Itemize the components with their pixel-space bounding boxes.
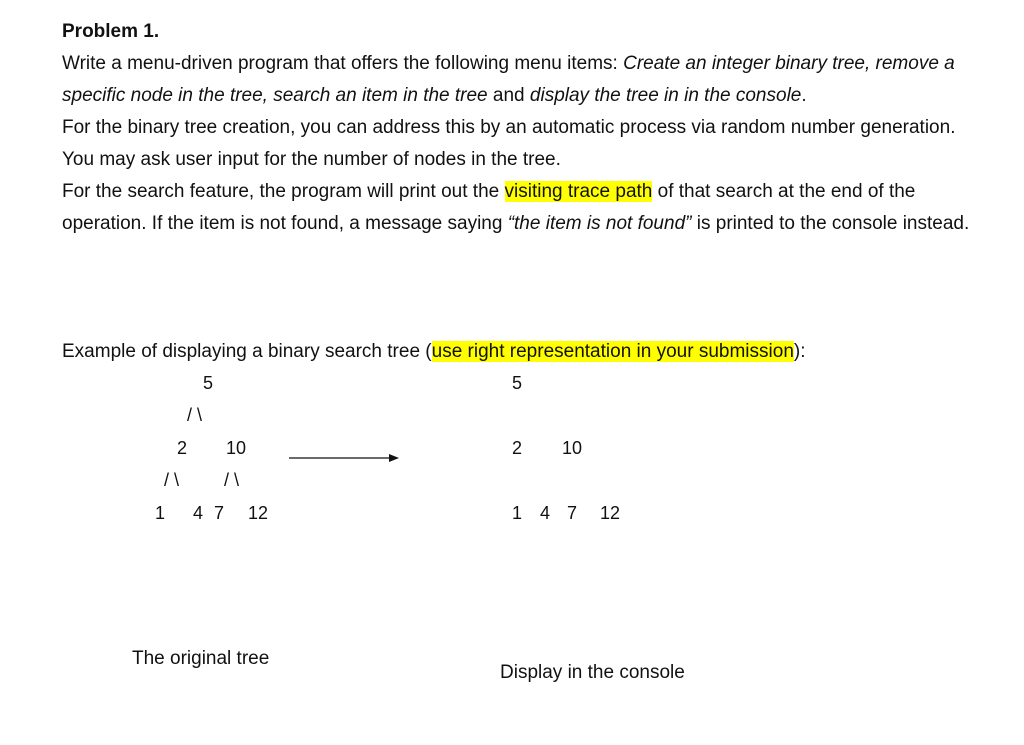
example-lead: Example of displaying a binary search tree ( bbox=[62, 341, 432, 362]
original-node-right: 10 bbox=[226, 438, 247, 458]
paragraph-search-feature bbox=[62, 176, 982, 240]
example-heading bbox=[62, 338, 982, 366]
console-node-left: 2 bbox=[512, 438, 523, 458]
console-root-node: 5 bbox=[512, 373, 523, 393]
problem-title: Problem 1. bbox=[62, 21, 160, 42]
original-leaf-7: 7 bbox=[214, 503, 225, 523]
original-leaf-4: 4 bbox=[193, 503, 204, 523]
paragraph1-mid: and bbox=[487, 85, 530, 106]
console-leaf-1: 1 bbox=[512, 503, 523, 523]
original-node-left: 2 bbox=[177, 438, 188, 458]
problem-description bbox=[62, 48, 982, 240]
original-root-node: 5 bbox=[203, 373, 214, 393]
console-leaf-4: 4 bbox=[540, 503, 551, 523]
paragraph3-end: is printed to the console instead. bbox=[691, 213, 970, 234]
example-end: ): bbox=[793, 341, 806, 362]
paragraph1-items: Create an integer binary tree, remove a specific node in the tree, search an item in the tree bbox=[62, 53, 955, 106]
console-node-right: 10 bbox=[562, 438, 583, 458]
paragraph3-lead: For the search feature, the program will print out the bbox=[62, 181, 505, 202]
paragraph1-lead: Write a menu-driven program that offers the following menu items: bbox=[62, 53, 624, 74]
paragraph1-end: . bbox=[801, 85, 807, 106]
highlight-visiting-trace-path: visiting trace path bbox=[504, 181, 653, 202]
original-branch-root: / \ bbox=[187, 405, 203, 425]
console-leaf-12: 12 bbox=[600, 503, 621, 523]
original-branch-right: / \ bbox=[224, 470, 240, 490]
quote-item-not-found: “the item is not found” bbox=[507, 213, 692, 234]
caption-original-tree: The original tree bbox=[132, 648, 270, 669]
paragraph-tree-creation: For the binary tree creation, you can address this by an automatic process via random number generation. You may ask user input for the number of nodes in the tree. bbox=[62, 117, 956, 170]
console-leaf-7: 7 bbox=[567, 503, 578, 523]
original-leaf-12: 12 bbox=[248, 503, 269, 523]
paragraph1-last-item: display the tree in in the console bbox=[529, 85, 802, 106]
paragraph-menu-items bbox=[62, 48, 982, 112]
right-arrow-icon bbox=[285, 448, 405, 468]
original-leaf-1: 1 bbox=[155, 503, 166, 523]
original-branch-left: / \ bbox=[164, 470, 180, 490]
paragraph3-mid: of that search at the end of the operation. If the item is not found, a message saying bbox=[62, 181, 916, 234]
caption-console-display: Display in the console bbox=[500, 662, 685, 683]
highlight-right-representation: use right representation in your submission bbox=[431, 341, 794, 362]
